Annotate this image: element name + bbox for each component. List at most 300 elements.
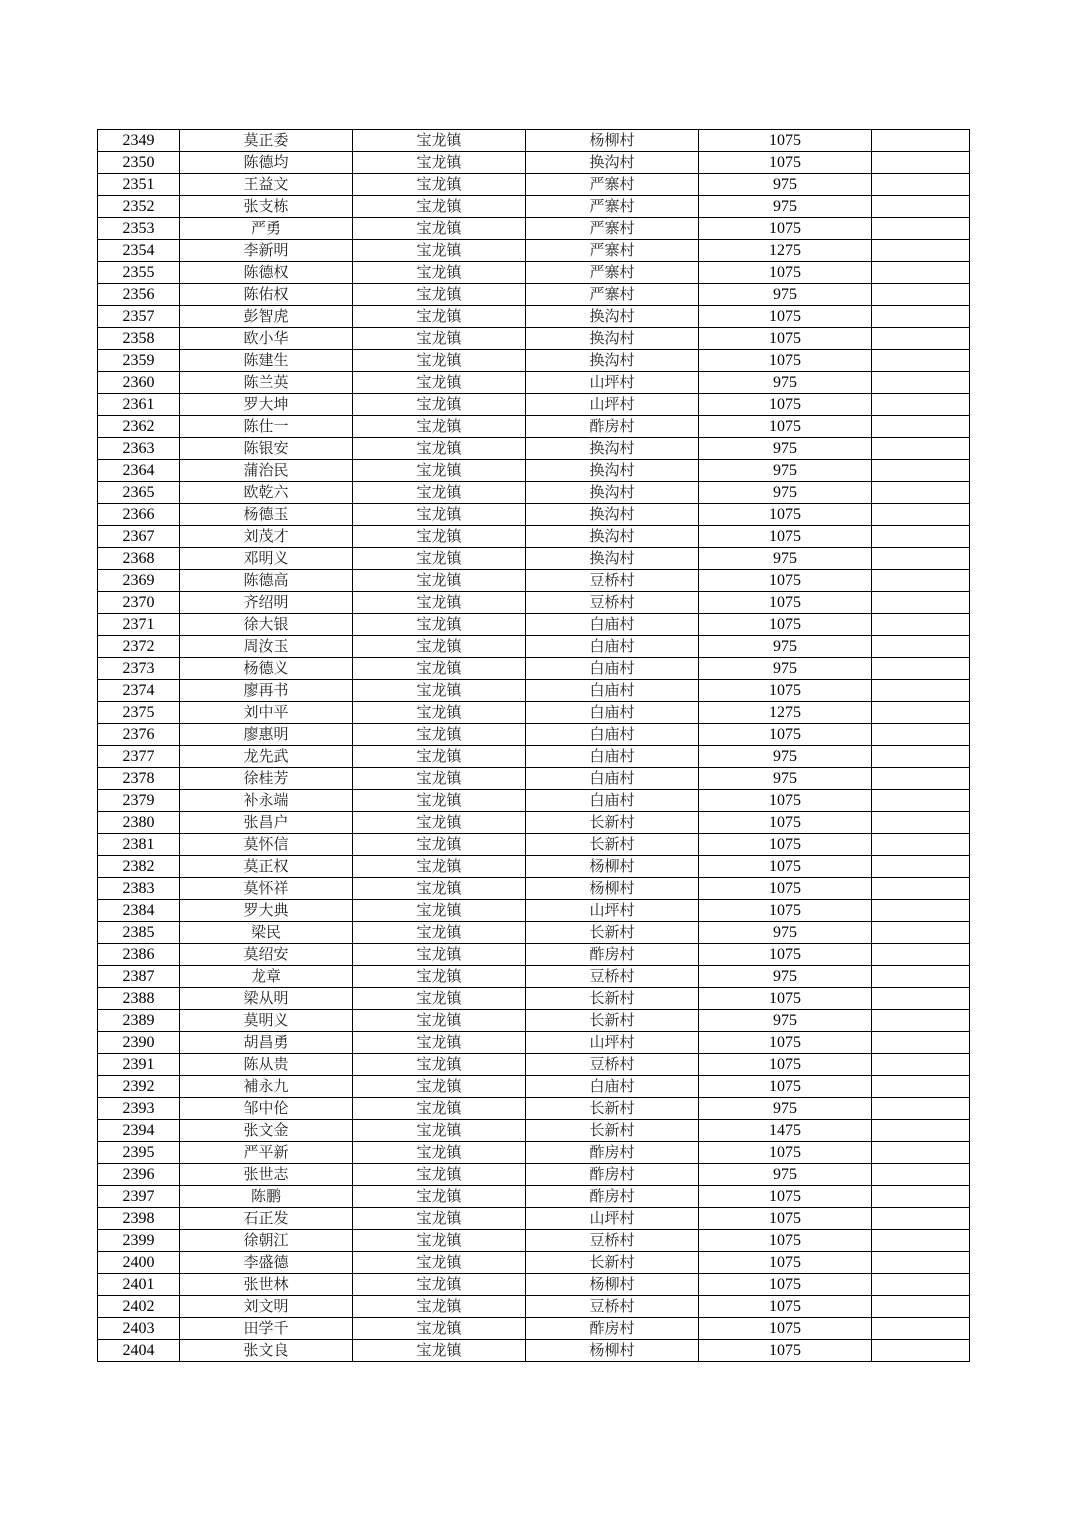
village-cell: 杨柳村: [526, 1340, 699, 1362]
town-cell: 宝龙镇: [353, 614, 526, 636]
row-number-cell: 2359: [98, 350, 180, 372]
name-cell: 杨德玉: [180, 504, 353, 526]
remarks-cell: [872, 1010, 970, 1032]
amount-cell: 1075: [699, 570, 872, 592]
row-number-cell: 2372: [98, 636, 180, 658]
village-cell: 长新村: [526, 812, 699, 834]
town-cell: 宝龙镇: [353, 1296, 526, 1318]
amount-cell: 1075: [699, 394, 872, 416]
name-cell: 陈鹏: [180, 1186, 353, 1208]
name-cell: 廖再书: [180, 680, 353, 702]
name-cell: 李新明: [180, 240, 353, 262]
table-row: [98, 372, 970, 394]
name-cell: 莫怀信: [180, 834, 353, 856]
table-row: [98, 1186, 970, 1208]
town-cell: 宝龙镇: [353, 878, 526, 900]
village-cell: 酢房村: [526, 944, 699, 966]
village-cell: 换沟村: [526, 328, 699, 350]
row-number-cell: 2378: [98, 768, 180, 790]
table-row: [98, 702, 970, 724]
name-cell: 张文良: [180, 1340, 353, 1362]
remarks-cell: [872, 680, 970, 702]
name-cell: 张世林: [180, 1274, 353, 1296]
remarks-cell: [872, 702, 970, 724]
table-row: [98, 1340, 970, 1362]
row-number-cell: 2371: [98, 614, 180, 636]
table-row: [98, 1076, 970, 1098]
row-number-cell: 2379: [98, 790, 180, 812]
remarks-cell: [872, 1142, 970, 1164]
table-row: [98, 746, 970, 768]
table-row: [98, 350, 970, 372]
remarks-cell: [872, 262, 970, 284]
village-cell: 豆桥村: [526, 1296, 699, 1318]
remarks-cell: [872, 416, 970, 438]
town-cell: 宝龙镇: [353, 1032, 526, 1054]
name-cell: 陈德高: [180, 570, 353, 592]
table-row: [98, 812, 970, 834]
table-row: [98, 966, 970, 988]
town-cell: 宝龙镇: [353, 174, 526, 196]
name-cell: 胡昌勇: [180, 1032, 353, 1054]
row-number-cell: 2382: [98, 856, 180, 878]
village-cell: 酢房村: [526, 1142, 699, 1164]
town-cell: 宝龙镇: [353, 636, 526, 658]
name-cell: 陈德权: [180, 262, 353, 284]
table-row: [98, 1252, 970, 1274]
village-cell: 白庙村: [526, 702, 699, 724]
table-row: [98, 614, 970, 636]
table-row: [98, 988, 970, 1010]
amount-cell: 1075: [699, 1076, 872, 1098]
town-cell: 宝龙镇: [353, 900, 526, 922]
town-cell: 宝龙镇: [353, 548, 526, 570]
town-cell: 宝龙镇: [353, 526, 526, 548]
amount-cell: 1075: [699, 1142, 872, 1164]
name-cell: 补永端: [180, 790, 353, 812]
name-cell: 莫正委: [180, 130, 353, 152]
table-row: [98, 592, 970, 614]
table-row: [98, 460, 970, 482]
name-cell: 刘文明: [180, 1296, 353, 1318]
name-cell: 龙章: [180, 966, 353, 988]
table-row: [98, 262, 970, 284]
name-cell: 邹中伦: [180, 1098, 353, 1120]
row-number-cell: 2351: [98, 174, 180, 196]
village-cell: 严寨村: [526, 262, 699, 284]
name-cell: 刘茂才: [180, 526, 353, 548]
table-row: [98, 680, 970, 702]
table-row: [98, 1032, 970, 1054]
amount-cell: 975: [699, 966, 872, 988]
amount-cell: 1075: [699, 218, 872, 240]
row-number-cell: 2377: [98, 746, 180, 768]
village-cell: 换沟村: [526, 548, 699, 570]
remarks-cell: [872, 724, 970, 746]
name-cell: 龙先武: [180, 746, 353, 768]
town-cell: 宝龙镇: [353, 394, 526, 416]
row-number-cell: 2368: [98, 548, 180, 570]
row-number-cell: 2384: [98, 900, 180, 922]
amount-cell: 1075: [699, 988, 872, 1010]
amount-cell: 1075: [699, 262, 872, 284]
amount-cell: 1075: [699, 614, 872, 636]
table-row: [98, 284, 970, 306]
town-cell: 宝龙镇: [353, 1010, 526, 1032]
remarks-cell: [872, 966, 970, 988]
row-number-cell: 2353: [98, 218, 180, 240]
row-number-cell: 2393: [98, 1098, 180, 1120]
remarks-cell: [872, 570, 970, 592]
amount-cell: 975: [699, 196, 872, 218]
table-row: [98, 1274, 970, 1296]
name-cell: 齐绍明: [180, 592, 353, 614]
amount-cell: 1075: [699, 130, 872, 152]
name-cell: 罗大坤: [180, 394, 353, 416]
row-number-cell: 2403: [98, 1318, 180, 1340]
remarks-cell: [872, 790, 970, 812]
name-cell: 张支栋: [180, 196, 353, 218]
name-cell: 陈建生: [180, 350, 353, 372]
name-cell: 蒲治民: [180, 460, 353, 482]
row-number-cell: 2402: [98, 1296, 180, 1318]
town-cell: 宝龙镇: [353, 350, 526, 372]
village-cell: 豆桥村: [526, 592, 699, 614]
row-number-cell: 2401: [98, 1274, 180, 1296]
remarks-cell: [872, 1032, 970, 1054]
remarks-cell: [872, 1340, 970, 1362]
name-cell: 欧乾六: [180, 482, 353, 504]
table-row: [98, 570, 970, 592]
amount-cell: 975: [699, 482, 872, 504]
town-cell: 宝龙镇: [353, 812, 526, 834]
amount-cell: 975: [699, 372, 872, 394]
town-cell: 宝龙镇: [353, 966, 526, 988]
amount-cell: 1075: [699, 1340, 872, 1362]
row-number-cell: 2387: [98, 966, 180, 988]
name-cell: 徐桂芳: [180, 768, 353, 790]
town-cell: 宝龙镇: [353, 702, 526, 724]
town-cell: 宝龙镇: [353, 570, 526, 592]
table-row: [98, 174, 970, 196]
table-row: [98, 1142, 970, 1164]
amount-cell: 975: [699, 636, 872, 658]
village-cell: 酢房村: [526, 416, 699, 438]
town-cell: 宝龙镇: [353, 240, 526, 262]
village-cell: 豆桥村: [526, 1230, 699, 1252]
remarks-cell: [872, 834, 970, 856]
town-cell: 宝龙镇: [353, 1120, 526, 1142]
amount-cell: 1075: [699, 1252, 872, 1274]
amount-cell: 1075: [699, 328, 872, 350]
village-cell: 换沟村: [526, 526, 699, 548]
remarks-cell: [872, 218, 970, 240]
remarks-cell: [872, 438, 970, 460]
table-row: [98, 306, 970, 328]
name-cell: 陈仕一: [180, 416, 353, 438]
amount-cell: 975: [699, 768, 872, 790]
table-row: [98, 218, 970, 240]
table-row: [98, 834, 970, 856]
remarks-cell: [872, 284, 970, 306]
village-cell: 换沟村: [526, 460, 699, 482]
remarks-cell: [872, 592, 970, 614]
town-cell: 宝龙镇: [353, 790, 526, 812]
village-cell: 长新村: [526, 1010, 699, 1032]
town-cell: 宝龙镇: [353, 1230, 526, 1252]
table-row: [98, 856, 970, 878]
row-number-cell: 2364: [98, 460, 180, 482]
village-cell: 杨柳村: [526, 878, 699, 900]
table-row: [98, 548, 970, 570]
town-cell: 宝龙镇: [353, 218, 526, 240]
village-cell: 长新村: [526, 1098, 699, 1120]
town-cell: 宝龙镇: [353, 1208, 526, 1230]
row-number-cell: 2354: [98, 240, 180, 262]
village-cell: 杨柳村: [526, 1274, 699, 1296]
amount-cell: 1075: [699, 416, 872, 438]
amount-cell: 1075: [699, 790, 872, 812]
row-number-cell: 2398: [98, 1208, 180, 1230]
village-cell: 长新村: [526, 988, 699, 1010]
row-number-cell: 2358: [98, 328, 180, 350]
name-cell: 徐朝江: [180, 1230, 353, 1252]
amount-cell: 975: [699, 1098, 872, 1120]
table-row: [98, 790, 970, 812]
town-cell: 宝龙镇: [353, 416, 526, 438]
remarks-cell: [872, 1318, 970, 1340]
village-cell: 长新村: [526, 1120, 699, 1142]
name-cell: 罗大典: [180, 900, 353, 922]
town-cell: 宝龙镇: [353, 1142, 526, 1164]
amount-cell: 975: [699, 746, 872, 768]
remarks-cell: [872, 768, 970, 790]
town-cell: 宝龙镇: [353, 372, 526, 394]
remarks-cell: [872, 460, 970, 482]
town-cell: 宝龙镇: [353, 592, 526, 614]
table-row: [98, 438, 970, 460]
remarks-cell: [872, 174, 970, 196]
amount-cell: 975: [699, 284, 872, 306]
village-cell: 换沟村: [526, 350, 699, 372]
village-cell: 白庙村: [526, 768, 699, 790]
town-cell: 宝龙镇: [353, 262, 526, 284]
row-number-cell: 2350: [98, 152, 180, 174]
name-cell: 莫明义: [180, 1010, 353, 1032]
name-cell: 補永九: [180, 1076, 353, 1098]
name-cell: 彭智虎: [180, 306, 353, 328]
town-cell: 宝龙镇: [353, 680, 526, 702]
amount-cell: 1075: [699, 1208, 872, 1230]
town-cell: 宝龙镇: [353, 746, 526, 768]
name-cell: 莫绍安: [180, 944, 353, 966]
amount-cell: 1075: [699, 1186, 872, 1208]
row-number-cell: 2385: [98, 922, 180, 944]
row-number-cell: 2366: [98, 504, 180, 526]
town-cell: 宝龙镇: [353, 460, 526, 482]
table-row: [98, 1098, 970, 1120]
table-row: [98, 504, 970, 526]
row-number-cell: 2363: [98, 438, 180, 460]
amount-cell: 1275: [699, 702, 872, 724]
remarks-cell: [872, 526, 970, 548]
row-number-cell: 2392: [98, 1076, 180, 1098]
name-cell: 张昌户: [180, 812, 353, 834]
remarks-cell: [872, 1296, 970, 1318]
town-cell: 宝龙镇: [353, 152, 526, 174]
name-cell: 徐大银: [180, 614, 353, 636]
table-row: [98, 130, 970, 152]
table-row: [98, 768, 970, 790]
row-number-cell: 2376: [98, 724, 180, 746]
remarks-cell: [872, 944, 970, 966]
village-cell: 严寨村: [526, 284, 699, 306]
table-row: [98, 196, 970, 218]
table-row: [98, 1054, 970, 1076]
amount-cell: 1075: [699, 724, 872, 746]
town-cell: 宝龙镇: [353, 1274, 526, 1296]
table-row: [98, 724, 970, 746]
row-number-cell: 2373: [98, 658, 180, 680]
row-number-cell: 2362: [98, 416, 180, 438]
table-row: [98, 1120, 970, 1142]
row-number-cell: 2357: [98, 306, 180, 328]
amount-cell: 975: [699, 658, 872, 680]
row-number-cell: 2388: [98, 988, 180, 1010]
name-cell: 莫怀祥: [180, 878, 353, 900]
remarks-cell: [872, 240, 970, 262]
town-cell: 宝龙镇: [353, 1054, 526, 1076]
amount-cell: 1275: [699, 240, 872, 262]
amount-cell: 1475: [699, 1120, 872, 1142]
town-cell: 宝龙镇: [353, 658, 526, 680]
table-row: [98, 1318, 970, 1340]
row-number-cell: 2374: [98, 680, 180, 702]
name-cell: 陈银安: [180, 438, 353, 460]
name-cell: 莫正权: [180, 856, 353, 878]
village-cell: 严寨村: [526, 218, 699, 240]
table-row: [98, 240, 970, 262]
village-cell: 严寨村: [526, 196, 699, 218]
amount-cell: 975: [699, 460, 872, 482]
remarks-cell: [872, 394, 970, 416]
village-cell: 长新村: [526, 922, 699, 944]
remarks-cell: [872, 1098, 970, 1120]
town-cell: 宝龙镇: [353, 196, 526, 218]
remarks-cell: [872, 328, 970, 350]
table-row: [98, 416, 970, 438]
amount-cell: 1075: [699, 812, 872, 834]
town-cell: 宝龙镇: [353, 306, 526, 328]
village-cell: 豆桥村: [526, 1054, 699, 1076]
amount-cell: 1075: [699, 900, 872, 922]
town-cell: 宝龙镇: [353, 724, 526, 746]
table-row: [98, 152, 970, 174]
amount-cell: 1075: [699, 1296, 872, 1318]
amount-cell: 1075: [699, 526, 872, 548]
row-number-cell: 2349: [98, 130, 180, 152]
name-cell: 欧小华: [180, 328, 353, 350]
village-cell: 换沟村: [526, 504, 699, 526]
amount-cell: 975: [699, 548, 872, 570]
town-cell: 宝龙镇: [353, 1318, 526, 1340]
village-cell: 豆桥村: [526, 966, 699, 988]
village-cell: 山坪村: [526, 1208, 699, 1230]
village-cell: 白庙村: [526, 724, 699, 746]
remarks-cell: [872, 636, 970, 658]
table-row: [98, 1230, 970, 1252]
amount-cell: 1075: [699, 944, 872, 966]
amount-cell: 1075: [699, 1032, 872, 1054]
table-row: [98, 482, 970, 504]
village-cell: 白庙村: [526, 614, 699, 636]
amount-cell: 975: [699, 438, 872, 460]
amount-cell: 975: [699, 922, 872, 944]
village-cell: 山坪村: [526, 372, 699, 394]
remarks-cell: [872, 152, 970, 174]
name-cell: 张文金: [180, 1120, 353, 1142]
name-cell: 李盛德: [180, 1252, 353, 1274]
village-cell: 换沟村: [526, 306, 699, 328]
town-cell: 宝龙镇: [353, 768, 526, 790]
remarks-cell: [872, 878, 970, 900]
row-number-cell: 2360: [98, 372, 180, 394]
row-number-cell: 2383: [98, 878, 180, 900]
remarks-cell: [872, 922, 970, 944]
amount-cell: 1075: [699, 878, 872, 900]
village-cell: 豆桥村: [526, 570, 699, 592]
row-number-cell: 2352: [98, 196, 180, 218]
town-cell: 宝龙镇: [353, 284, 526, 306]
row-number-cell: 2367: [98, 526, 180, 548]
town-cell: 宝龙镇: [353, 438, 526, 460]
village-cell: 白庙村: [526, 636, 699, 658]
village-cell: 酢房村: [526, 1186, 699, 1208]
village-cell: 白庙村: [526, 658, 699, 680]
row-number-cell: 2399: [98, 1230, 180, 1252]
row-number-cell: 2400: [98, 1252, 180, 1274]
row-number-cell: 2396: [98, 1164, 180, 1186]
remarks-cell: [872, 746, 970, 768]
remarks-cell: [872, 658, 970, 680]
town-cell: 宝龙镇: [353, 922, 526, 944]
remarks-cell: [872, 504, 970, 526]
name-cell: 石正发: [180, 1208, 353, 1230]
amount-cell: 1075: [699, 680, 872, 702]
row-number-cell: 2370: [98, 592, 180, 614]
amount-cell: 1075: [699, 350, 872, 372]
table-row: [98, 394, 970, 416]
village-cell: 长新村: [526, 1252, 699, 1274]
remarks-cell: [872, 1274, 970, 1296]
amount-cell: 1075: [699, 1274, 872, 1296]
table-row: [98, 900, 970, 922]
row-number-cell: 2386: [98, 944, 180, 966]
town-cell: 宝龙镇: [353, 988, 526, 1010]
row-number-cell: 2375: [98, 702, 180, 724]
row-number-cell: 2391: [98, 1054, 180, 1076]
town-cell: 宝龙镇: [353, 944, 526, 966]
town-cell: 宝龙镇: [353, 834, 526, 856]
row-number-cell: 2397: [98, 1186, 180, 1208]
amount-cell: 1075: [699, 1054, 872, 1076]
table-row: [98, 1208, 970, 1230]
row-number-cell: 2395: [98, 1142, 180, 1164]
town-cell: 宝龙镇: [353, 328, 526, 350]
village-cell: 白庙村: [526, 746, 699, 768]
name-cell: 田学千: [180, 1318, 353, 1340]
name-cell: 刘中平: [180, 702, 353, 724]
